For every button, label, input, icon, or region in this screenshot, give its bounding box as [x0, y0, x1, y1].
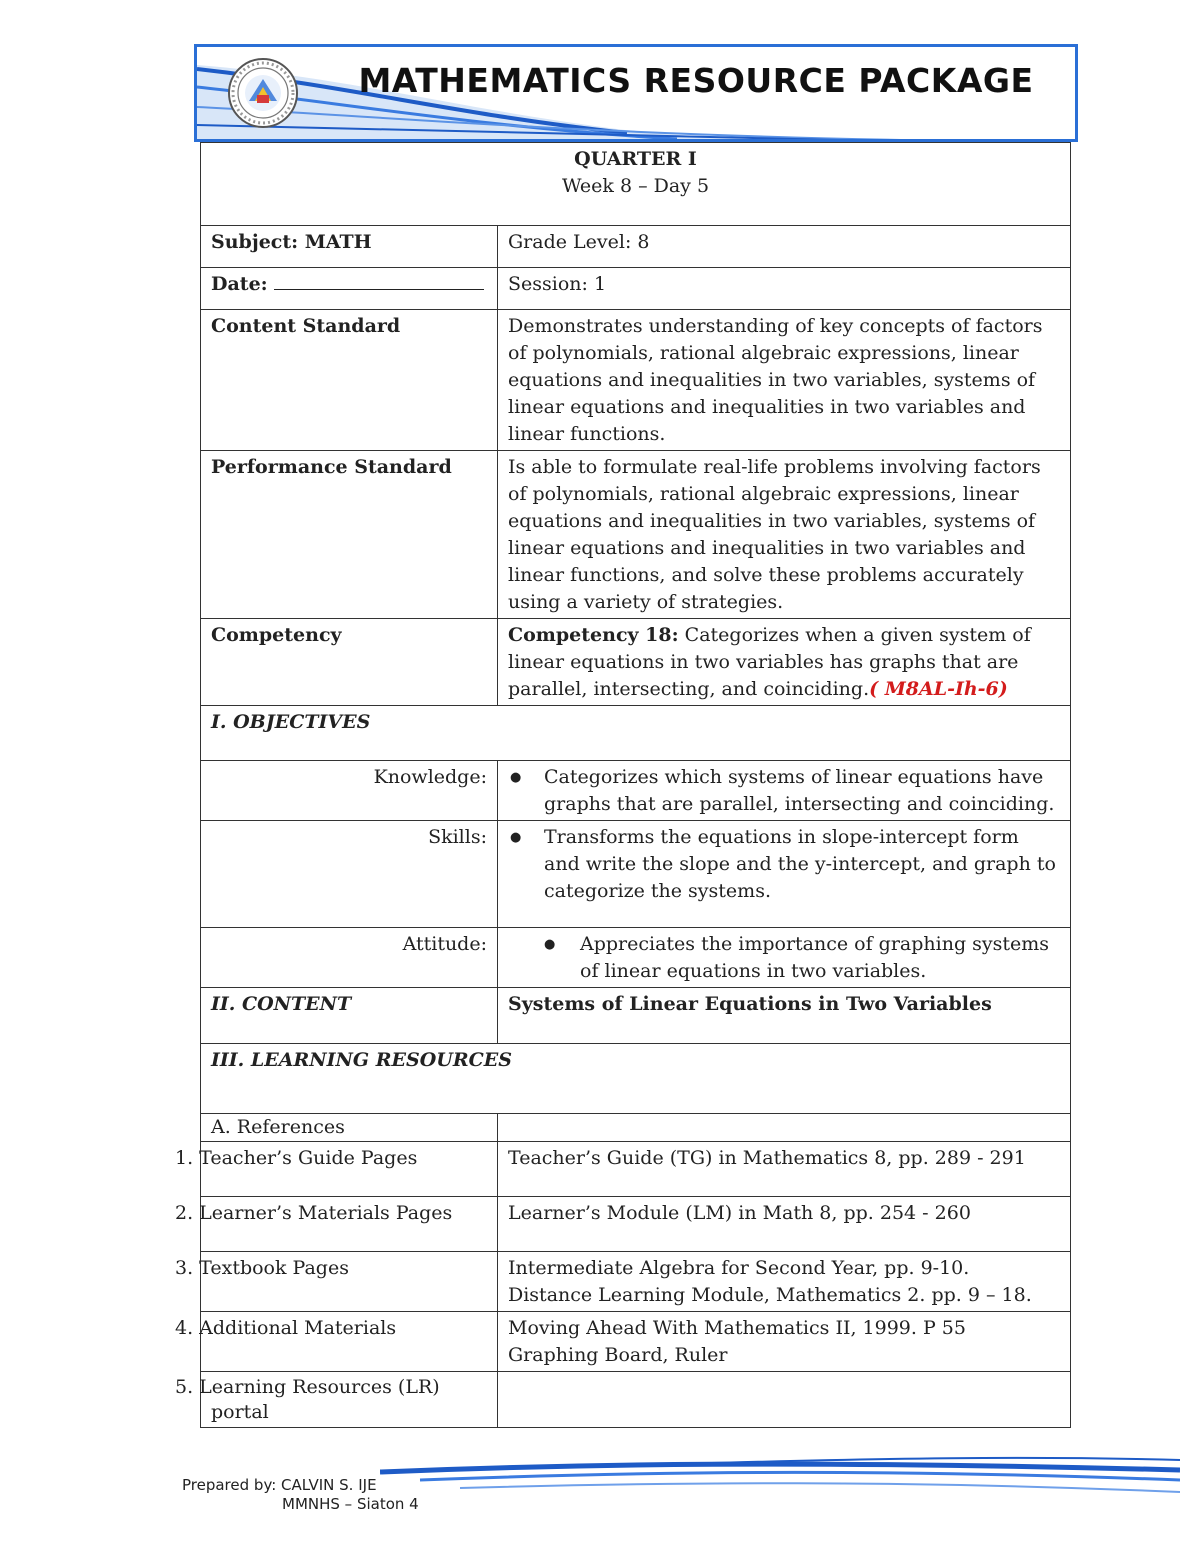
knowledge-row — [201, 761, 1071, 821]
date-blank-line — [274, 271, 484, 290]
reference-row-1 — [201, 1142, 1071, 1197]
subject-row — [201, 226, 1071, 268]
date-row — [201, 268, 1071, 310]
deped-seal-icon — [227, 57, 299, 129]
reference-value-4-cell — [498, 1312, 1071, 1372]
header-banner — [194, 44, 1078, 142]
skills-label: Skills: — [201, 821, 498, 928]
performance-standard-label: Performance Standard — [201, 451, 498, 619]
skills-item: ● Transforms the equations in slope-intercept form and write the slope and the y-intercept, and graph to categorize the systems. — [544, 824, 1060, 905]
grade-level-value: Grade Level: 8 — [498, 226, 1071, 268]
lesson-plan-table — [175, 142, 1071, 1428]
prepared-by: Prepared by: CALVIN S. IJE — [182, 1476, 377, 1494]
subject-label: Subject: MATH — [201, 226, 498, 268]
knowledge-list — [508, 764, 1060, 818]
content-standard-label: Content Standard — [201, 310, 498, 451]
knowledge-item: ● Categorizes which systems of linear equations have graphs that are parallel, intersecting and coinciding. — [544, 764, 1060, 818]
knowledge-label: Knowledge: — [201, 761, 498, 821]
content-standard-row — [201, 310, 1071, 451]
attitude-list — [508, 931, 1060, 985]
attitude-cell — [498, 928, 1071, 988]
reference-value-2: Learner’s Module (LM) in Math 8, pp. 254 - 260 — [498, 1197, 1071, 1252]
resource-package-title: MATHEMATICS RESOURCE PACKAGE — [358, 61, 1034, 100]
footer-swoosh-graphic — [380, 1450, 1180, 1510]
reference-row-2 — [201, 1197, 1071, 1252]
reference-label-2: 2. Learner’s Materials Pages — [201, 1197, 498, 1252]
reference-row-5 — [201, 1372, 1071, 1428]
reference-value-5 — [498, 1372, 1071, 1428]
reference-label-5: 5. Learning Resources (LR) portal — [201, 1372, 498, 1428]
competency-text: Categorizes when a given system of linear equations in two variables has graphs that are parallel, intersecting, and coinciding. — [508, 624, 1031, 700]
reference-value-3a: Intermediate Algebra for Second Year, pp. 9-10. — [508, 1257, 970, 1279]
skills-cell — [498, 821, 1071, 928]
reference-value-3-cell — [498, 1252, 1071, 1312]
quarter-title: QUARTER I — [574, 148, 697, 170]
date-label: Date: — [211, 273, 268, 295]
reference-value-3b: Distance Learning Module, Mathematics 2. pp. 9 – 18. — [508, 1284, 1032, 1306]
quarter-cell — [201, 143, 1071, 226]
content-standard-text: Demonstrates understanding of key concepts of factors of polynomials, rational algebraic expressions, linear equations and inequalities in two variables, systems of linear equations and inequalities in two variables and linear functions. — [498, 310, 1071, 451]
competency-number: Competency 18: — [508, 624, 679, 646]
skills-row — [201, 821, 1071, 928]
content-text: Systems of Linear Equations in Two Variables — [498, 988, 1071, 1044]
references-label: A. References — [201, 1114, 498, 1142]
reference-value-1: Teacher’s Guide (TG) in Mathematics 8, pp. 289 - 291 — [498, 1142, 1071, 1197]
references-empty-cell — [498, 1114, 1071, 1142]
performance-standard-text: Is able to formulate real-life problems involving factors of polynomials, rational algebraic expressions, linear equations and inequalities in two variables, systems of linear equations and inequalities in two variables and linear functions, and solve these problems accurately using a variety of strategies. — [498, 451, 1071, 619]
competency-code: ( M8AL-Ih-6) — [869, 678, 1008, 700]
references-row — [201, 1114, 1071, 1142]
reference-label-1: 1. Teacher’s Guide Pages — [201, 1142, 498, 1197]
session-value: Session: 1 — [498, 268, 1071, 310]
attitude-row — [201, 928, 1071, 988]
objectives-heading-row — [201, 706, 1071, 761]
reference-label-3: 3. Textbook Pages — [201, 1252, 498, 1312]
competency-label: Competency — [201, 619, 498, 706]
reference-row-3 — [201, 1252, 1071, 1312]
content-row — [201, 988, 1071, 1044]
knowledge-cell — [498, 761, 1071, 821]
resources-heading: III. LEARNING RESOURCES — [201, 1044, 1071, 1114]
reference-label-4: 4. Additional Materials — [201, 1312, 498, 1372]
prepared-by-block — [182, 1476, 419, 1514]
content-heading: II. CONTENT — [201, 988, 498, 1044]
competency-row — [201, 619, 1071, 706]
performance-standard-row — [201, 451, 1071, 619]
attitude-label: Attitude: — [201, 928, 498, 988]
school-name: MMNHS – Siaton 4 — [282, 1495, 419, 1513]
week-day-label: Week 8 – Day 5 — [561, 175, 710, 197]
attitude-item: ● Appreciates the importance of graphing systems of linear equations in two variables. — [580, 931, 1060, 985]
reference-value-4a: Moving Ahead With Mathematics II, 1999. P 55 — [508, 1317, 966, 1339]
reference-row-4 — [201, 1312, 1071, 1372]
objectives-heading: I. OBJECTIVES — [201, 706, 1071, 761]
date-cell — [201, 268, 498, 310]
competency-cell — [498, 619, 1071, 706]
resources-heading-row — [201, 1044, 1071, 1114]
reference-value-4b: Graphing Board, Ruler — [508, 1344, 728, 1366]
skills-list — [508, 824, 1060, 905]
quarter-row — [201, 143, 1071, 226]
